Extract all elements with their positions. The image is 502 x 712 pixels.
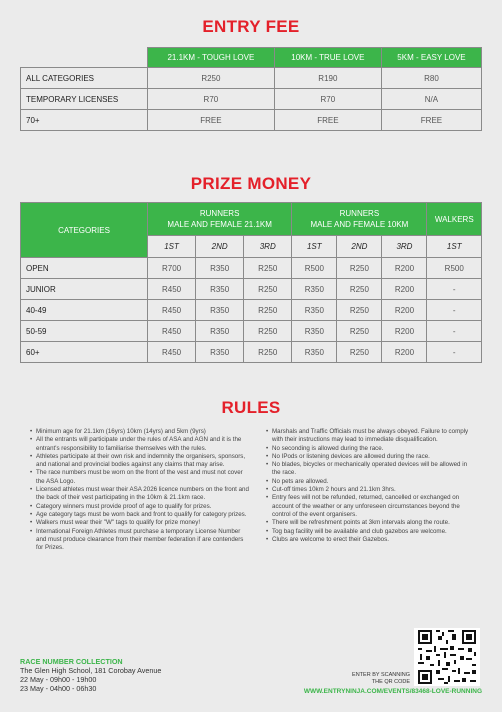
fee-cell: FREE bbox=[148, 110, 275, 131]
rule-item: • Entry fees will not be refunded, returned, cancelled or exchanged on account of the weather or any unforeseen circumstances beyond the control of the event organisers. bbox=[266, 494, 472, 519]
qr-code[interactable] bbox=[414, 628, 480, 686]
table-row bbox=[21, 300, 482, 321]
prize-cell: R250 bbox=[244, 258, 292, 279]
prize-cell: R700 bbox=[148, 258, 196, 279]
collection-date: 23 May - 04h00 - 06h30 bbox=[20, 684, 97, 693]
rule-item: • Category winners must provide proof of age to qualify for prizes. bbox=[30, 503, 252, 511]
prize-cell: - bbox=[427, 321, 482, 342]
prize-cell: R200 bbox=[382, 342, 427, 363]
table-row bbox=[21, 258, 482, 279]
rule-item: • All the entrants will participate under the rules of ASA and AGN and it is the entrant's responsibility to familiarise themselves with the rules. bbox=[30, 436, 252, 453]
prize-cell: - bbox=[427, 342, 482, 363]
fee-cell: FREE bbox=[381, 110, 481, 131]
prize-cell: R250 bbox=[244, 300, 292, 321]
prize-money-table bbox=[20, 202, 482, 363]
prize-cell: R450 bbox=[148, 279, 196, 300]
place-header: 2ND bbox=[196, 236, 244, 258]
rule-item: • No IPods or listening devices are allowed during the race. bbox=[266, 453, 472, 461]
group-header-walkers: WALKERS bbox=[427, 203, 482, 236]
prize-cell: R350 bbox=[196, 300, 244, 321]
fee-cell: R70 bbox=[274, 89, 381, 110]
rule-item: • Minimum age for 21.1km (16yrs) 10km (14yrs) and 5km (9yrs) bbox=[30, 428, 252, 436]
prize-cell: R350 bbox=[196, 321, 244, 342]
prize-cell: R350 bbox=[292, 321, 337, 342]
prize-money-title: PRIZE MONEY bbox=[190, 174, 312, 193]
rule-item: • Tog bag facility will be available and club gazebos are welcome. bbox=[266, 528, 472, 536]
collection-venue: The Glen High School, 181 Corobay Avenue bbox=[20, 666, 162, 675]
table-row bbox=[21, 68, 482, 89]
place-header: 3RD bbox=[244, 236, 292, 258]
prize-row-label: 60+ bbox=[21, 342, 148, 363]
entry-fee-header-row bbox=[21, 48, 482, 68]
prize-cell: R250 bbox=[337, 342, 382, 363]
place-header: 3RD bbox=[382, 236, 427, 258]
rules-list-left bbox=[30, 428, 252, 552]
prize-cell: R250 bbox=[244, 279, 292, 300]
prize-cell: R350 bbox=[196, 279, 244, 300]
group-header-10km: RUNNERS MALE AND FEMALE 10KM bbox=[292, 203, 427, 236]
fee-row-label: ALL CATEGORIES bbox=[21, 68, 148, 89]
prize-row-label: JUNIOR bbox=[21, 279, 148, 300]
prize-cell: R250 bbox=[337, 279, 382, 300]
prize-cell: R500 bbox=[292, 258, 337, 279]
fee-row-label: 70+ bbox=[21, 110, 148, 131]
fee-cell: R250 bbox=[148, 68, 275, 89]
fee-cell: R70 bbox=[148, 89, 275, 110]
prize-table-body bbox=[21, 258, 482, 363]
prize-cell: R450 bbox=[148, 321, 196, 342]
prize-cell: R250 bbox=[244, 342, 292, 363]
place-header: 2ND bbox=[337, 236, 382, 258]
rule-item: • No pets are allowed. bbox=[266, 478, 472, 486]
entry-fee-title: ENTRY FEE bbox=[202, 17, 300, 36]
place-header: 1ST bbox=[292, 236, 337, 258]
rules-list-right bbox=[266, 428, 472, 544]
prize-cell: R200 bbox=[382, 321, 427, 342]
fee-column-header: 21.1KM - TOUGH LOVE bbox=[148, 48, 275, 68]
prize-cell: R350 bbox=[196, 342, 244, 363]
place-header: 1ST bbox=[148, 236, 196, 258]
prize-cell: R450 bbox=[148, 300, 196, 321]
entry-url-link[interactable]: WWW.ENTRYNINJA.COM/EVENTS/83468-LOVE-RUNNING bbox=[303, 688, 482, 695]
categories-header: CATEGORIES bbox=[21, 203, 148, 258]
prize-cell: R350 bbox=[292, 279, 337, 300]
group-header-21km: RUNNERS MALE AND FEMALE 21.1KM bbox=[148, 203, 292, 236]
rule-item: • Licensed athletes must wear their ASA 2026 licence numbers on the front and the back of their vest participating in the 10km & 21.1km race. bbox=[30, 486, 252, 503]
prize-cell: R350 bbox=[196, 258, 244, 279]
rule-item: • No seconding is allowed during the race. bbox=[266, 445, 472, 453]
prize-cell: R350 bbox=[292, 342, 337, 363]
collection-date: 22 May - 09h00 - 19h00 bbox=[20, 675, 97, 684]
rule-item: • The race numbers must be worn on the front of the vest and must not cover the ASA Logo. bbox=[30, 469, 252, 486]
prize-cell: R450 bbox=[148, 342, 196, 363]
prize-cell: R250 bbox=[337, 300, 382, 321]
prize-cell: R350 bbox=[292, 300, 337, 321]
scan-instruction: ENTER BY SCANNING THE QR CODE bbox=[352, 672, 410, 685]
prize-row-label: OPEN bbox=[21, 258, 148, 279]
rule-item: • Age category tags must be worn back and front to qualify for category prizes. bbox=[30, 511, 252, 519]
rule-item: • Walkers must wear their "W" tags to qualify for prize money! bbox=[30, 519, 252, 527]
prize-group-header-row bbox=[21, 203, 482, 236]
prize-cell: R250 bbox=[337, 258, 382, 279]
race-number-collection bbox=[20, 657, 161, 693]
prize-cell: R250 bbox=[244, 321, 292, 342]
rule-item: • There will be refreshment points at 3km intervals along the route. bbox=[266, 519, 472, 527]
prize-cell: R200 bbox=[382, 300, 427, 321]
entry-fee-table bbox=[20, 47, 482, 131]
rule-item: • Marshals and Traffic Officials must be always obeyed. Failure to comply with their instructions may lead to immediate disqualification. bbox=[266, 428, 472, 445]
prize-cell: - bbox=[427, 279, 482, 300]
rule-item: • International Foreign Athletes must purchase a temporary License Number and must produce clearance from their member federation if are contenders for Prizes. bbox=[30, 528, 252, 553]
fee-row-label: TEMPORARY LICENSES bbox=[21, 89, 148, 110]
prize-cell: R200 bbox=[382, 279, 427, 300]
rule-item: • Athletes participate at their own risk and indemnity the organisers, sponsors, and national and provincial bodies against any claims that may arise. bbox=[30, 453, 252, 470]
prize-cell: R200 bbox=[382, 258, 427, 279]
table-row bbox=[21, 279, 482, 300]
prize-row-label: 40-49 bbox=[21, 300, 148, 321]
rules-title: RULES bbox=[221, 398, 281, 417]
rule-item: • Cut-off times 10km 2 hours and 21.1km 3hrs. bbox=[266, 486, 472, 494]
fee-cell: FREE bbox=[274, 110, 381, 131]
table-row bbox=[21, 110, 482, 131]
qr-code-icon bbox=[414, 628, 480, 686]
rule-item: • No blades, bicycles or mechanically operated devices will be allowed in the race. bbox=[266, 461, 472, 478]
table-row bbox=[21, 321, 482, 342]
prize-cell: R500 bbox=[427, 258, 482, 279]
prize-cell: R250 bbox=[337, 321, 382, 342]
table-row bbox=[21, 89, 482, 110]
prize-row-label: 50-59 bbox=[21, 321, 148, 342]
collection-heading: RACE NUMBER COLLECTION bbox=[20, 657, 123, 666]
place-header: 1ST bbox=[427, 236, 482, 258]
fee-cell: N/A bbox=[381, 89, 481, 110]
rule-item: • Clubs are welcome to erect their Gazebos. bbox=[266, 536, 472, 544]
fee-column-header: 5KM - EASY LOVE bbox=[381, 48, 481, 68]
table-row bbox=[21, 342, 482, 363]
prize-cell: - bbox=[427, 300, 482, 321]
fee-cell: R190 bbox=[274, 68, 381, 89]
fee-column-header: 10KM - TRUE LOVE bbox=[274, 48, 381, 68]
fee-cell: R80 bbox=[381, 68, 481, 89]
